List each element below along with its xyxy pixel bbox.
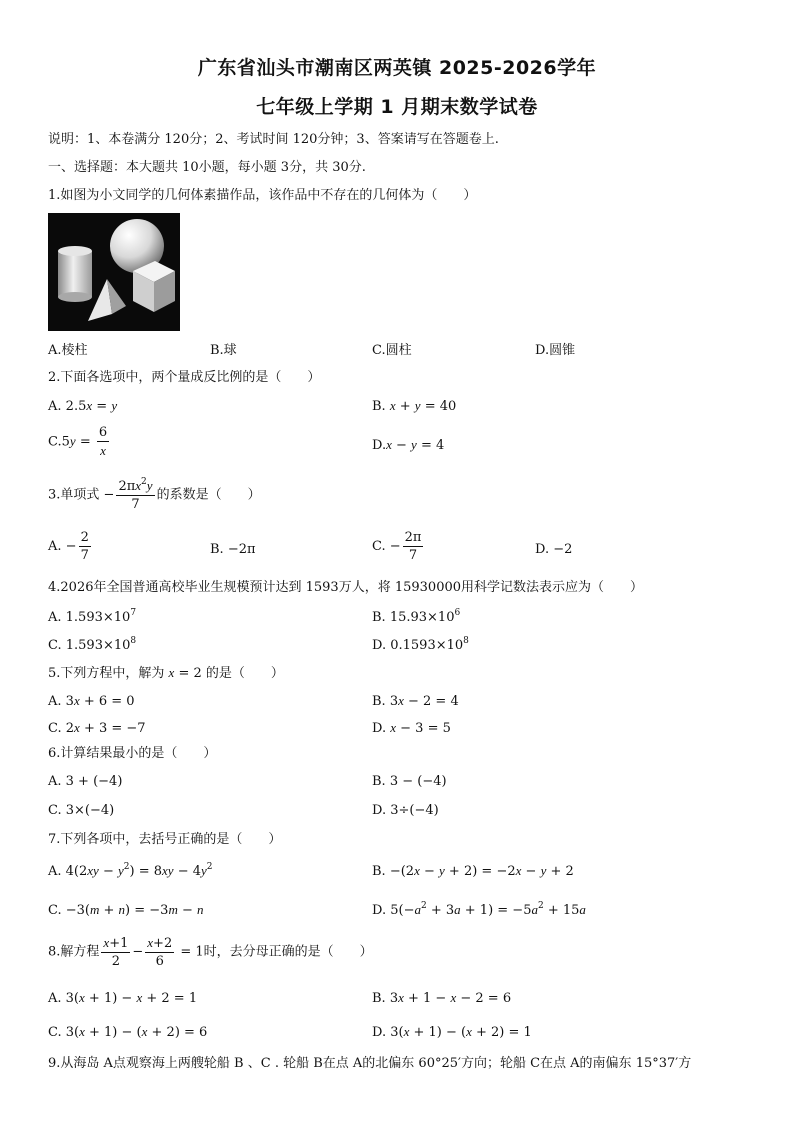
question-2-stem: 2.下面各选项中，两个量成反比例的是（ ） <box>48 370 321 385</box>
q8-option-d: D. 3(x + 1) − (x + 2) = 1 <box>372 1024 532 1040</box>
q6-option-d: D. 3÷(−4) <box>372 803 439 818</box>
q6-option-a: A. 3 + (−4) <box>48 774 123 789</box>
question-1-stem: 1.如图为小文同学的几何体素描作品，该作品中不存在的几何体为（ ） <box>48 188 477 203</box>
q2-option-c: C.5y = $\frac{6}{x}$ <box>48 425 108 458</box>
question-3-stem: 3.单项式 − $\frac{2\pi x^2y}{7}$ 的系数是（ ） <box>48 477 261 512</box>
q8-option-a: A. 3(x + 1) − x + 2 = 1 <box>48 990 198 1006</box>
q7-option-c: C. −3(m + n) = −3m − n <box>48 902 204 918</box>
question-9-stem: 9.从海岛 A点观察海上两艘轮船 B 、C . 轮船 B在点 A的北偏东 60°25′方向；轮船 C在点 A的南偏东 15°37′方 <box>48 1056 692 1071</box>
q2-option-a: A. 2.5x = y <box>48 398 118 414</box>
q4-option-b: B. $15.93\times 10^6$ <box>372 608 461 625</box>
q5-option-d: D. x − 3 = 5 <box>372 720 451 736</box>
question-8-stem: 8.解方程 $\frac{x+1}{2}$ − $\frac{x+2}{6}$ = 1时，去分母正确的是（ ） <box>48 935 373 969</box>
q3-option-a: A. − $\frac{2}{7}$ <box>48 530 89 563</box>
question-7-stem: 7.下列各项中，去括号正确的是（ ） <box>48 832 282 847</box>
q4-option-d: D. $0.1593\times 10^8$ <box>372 636 469 653</box>
cylinder-shape <box>58 246 92 302</box>
q8-option-c: C. 3(x + 1) − (x + 2) = 6 <box>48 1024 208 1040</box>
q7-option-d: D. $5(-a^2 + 3a + 1) = -5a^2 + 15a$ <box>372 901 586 918</box>
q6-option-c: C. 3×(−4) <box>48 803 115 818</box>
q3-option-b: B. −2π <box>210 542 256 557</box>
q3-option-c: C. − $\frac{2\pi}{7}$ <box>372 530 422 563</box>
q3-option-d: D. −2 <box>535 542 573 557</box>
q1-option-a: A.棱柱 <box>48 343 88 358</box>
question-6-stem: 6.计算结果最小的是（ ） <box>48 746 217 761</box>
q2-option-d: D.x − y = 4 <box>372 437 445 453</box>
instructions: 说明：1、本卷满分 120分；2、考试时间 120分钟；3、答案请写在答题卷上. <box>48 132 499 147</box>
exam-title-line2: 七年级上学期 1 月期末数学试卷 <box>256 96 538 118</box>
question-5-stem: 5.下列方程中，解为 x = 2 的是（ ） <box>48 665 284 681</box>
q1-option-c: C.圆柱 <box>372 343 412 358</box>
q1-option-b: B.球 <box>210 343 237 358</box>
q1-option-d: D.圆锥 <box>535 343 576 358</box>
exam-title-line1: 广东省汕头市潮南区两英镇 2025-2026学年 <box>197 57 597 79</box>
q5-option-a: A. 3x + 6 = 0 <box>48 693 135 709</box>
geometric-solids-photo <box>48 213 180 331</box>
q7-option-a: A. $4(2xy - y^2) = 8xy - 4y^2$ <box>48 862 213 879</box>
q4-option-a: A. $1.593\times 10^7$ <box>48 608 137 625</box>
q6-option-b: B. 3 − (−4) <box>372 774 447 789</box>
q4-option-c: C. $1.593\times 10^8$ <box>48 636 137 653</box>
q5-option-c: C. 2x + 3 = −7 <box>48 720 146 736</box>
q8-option-b: B. 3x + 1 − x − 2 = 6 <box>372 990 512 1006</box>
question-4-stem: 4.2026年全国普通高校毕业生规模预计达到 1593万人，将 15930000用科学记数法表示应为（ ） <box>48 580 644 595</box>
section-heading: 一、选择题：本大题共 10小题，每小题 3分，共 30分. <box>48 160 366 175</box>
q5-option-b: B. 3x − 2 = 4 <box>372 693 459 709</box>
q2-option-b: B. x + y = 40 <box>372 398 457 414</box>
q7-option-b: B. −(2x − y + 2) = −2x − y + 2 <box>372 863 574 879</box>
